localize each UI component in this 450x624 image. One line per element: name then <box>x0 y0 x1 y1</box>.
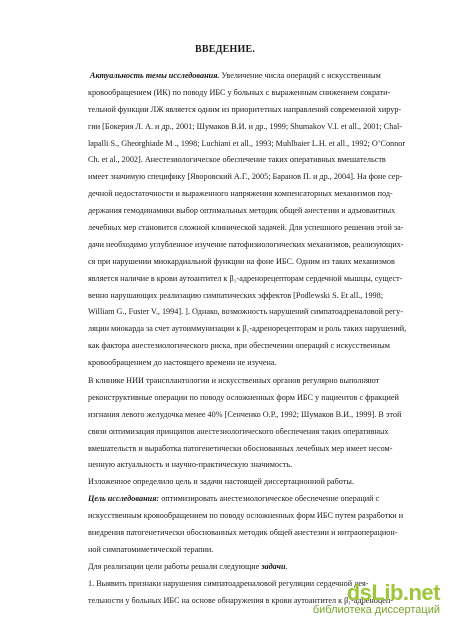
text-line: лечебных мер становится сложной клинической задачей. Для успешного решения этой за- <box>88 223 404 233</box>
text-line: держания гемодинамики выбор оптимальных методик общей анестезии и адъювантных <box>88 206 396 216</box>
text-line: тельной функции ЛЖ является одним из приоритетных направлений современной хирур- <box>88 104 402 114</box>
text-line: оптимизировать анестезиологическое обеспечение операций с <box>159 494 380 503</box>
text-line: тельности у больных ИБС на основе обнаружения в крови аутоантител к β₁-адреноцеп- <box>88 595 393 605</box>
text-line: вмешательств и выработка патогенетически обоснованных лечебных мер имеет несом- <box>88 443 393 453</box>
text-line: кровообращением (ИК) по поводу ИБС у больных с выраженным снижением сократи- <box>88 87 391 97</box>
paragraph-purpose-intro <box>88 474 406 491</box>
text-line: является наличие в крови аутоантител к β₁-адренорецепторам сердечной мышцы, сущест- <box>88 273 403 283</box>
text-line: lapalli S., Gheorghiade M ., 1998; Luchiani et all., 1993; Muhlbaier L.H. et all., 1992; O’Connor <box>88 138 406 148</box>
text-line: William G., Fuster V., 1994]. ]. Однако, возможность нарушений симпатоадреналовой регу- <box>88 307 403 317</box>
text-line: В клинике НИИ трансплантологии и искусственных органов регулярно выполняют <box>88 376 380 385</box>
text-line: реконструктивные операции по поводу осложненных форм ИБС у пациентов с фракцией <box>88 392 399 402</box>
text-line: Ch. et al., 2002]. Анестезиологическое обеспечение таких оперативных вмешательств <box>88 155 386 165</box>
watermark[interactable] <box>290 580 440 618</box>
text-line: Для реализации цели работы решали следующие <box>88 562 262 571</box>
text-line: ной симпатомиметической терапии. <box>88 544 214 554</box>
tasks-heading: задачи <box>261 562 286 571</box>
page-title: ВВЕДЕНИЕ. <box>194 44 256 55</box>
text-line: дачи необходимо углубленное изучение патофизиологических механизмов, реализующих- <box>88 239 404 249</box>
paragraph-clinic <box>88 373 406 474</box>
paragraph-relevance <box>88 68 406 372</box>
text-line: ляции миокарда за счет аутоиммунизации к β₁-адренорецепторам и роль таких нарушений, <box>88 324 406 334</box>
text-line: Изложенное определило цель и задачи настоящей диссертационной работы. <box>88 477 354 486</box>
text-line: венно нарушающих реализацию симпатических эффектов [Podlewski S. Et all., 1998; <box>88 290 384 300</box>
text-line: изгнания левого желудочка менее 40% [Сенченко О.Р., 1992; Шумаков В.И., 1999]. В этой <box>88 409 402 419</box>
text-line: искусственным кровообращением по поводу осложненных форм ИБС путем разработки и <box>88 510 404 520</box>
text-line: 1. Выявить признаки нарушения симпатоадреналовой регуляции сердечной дея- <box>88 579 369 588</box>
text-line: Увеличение числа операций с искусственным <box>219 71 381 80</box>
paragraph-tasks-intro: Для реализации цели работы решали следующие задачи. <box>88 562 288 571</box>
text-line: имеет значимую специфику [Яворовский А.Г., 2005; Баранов П. и др., 2004]. На фоне сер- <box>88 172 403 182</box>
watermark-subtitle: библиотека диссертаций <box>312 604 440 616</box>
text-line: как фактора анестезиологического риска, при обеспечении операций с искусственным <box>88 341 390 351</box>
paragraph-goal <box>88 491 406 559</box>
text-line: ся при нарушении миокардиальной функции на фоне ИБС. Одним из таких механизмов <box>88 256 395 266</box>
text-line: дечной недостаточности и выраженного напряжения компенсаторных механизмов под- <box>88 189 393 199</box>
relevance-heading: Актуальность темы исследования. <box>90 71 220 80</box>
text-line: связи оптимизация принципов анестезиологического обеспечения таких оперативных <box>88 426 389 436</box>
text-line: внедрения патогенетически обоснованных методик общей анестезии и интраоперацион- <box>88 527 398 537</box>
text-line: кровообращением до настоящего времени не изучена. <box>88 358 277 368</box>
text-line: гии [Бокерия Л. А. и др., 2001; Шумаков В.И. и др., 1999; Shumakov V.I. et all., 2001; Chal- <box>88 121 402 131</box>
text-line: ненную актуальность и научно-практическую значимость. <box>88 460 293 470</box>
watermark-logo[interactable]: dsLib.net <box>346 580 440 605</box>
goal-heading: Цель исследования: <box>88 494 160 503</box>
